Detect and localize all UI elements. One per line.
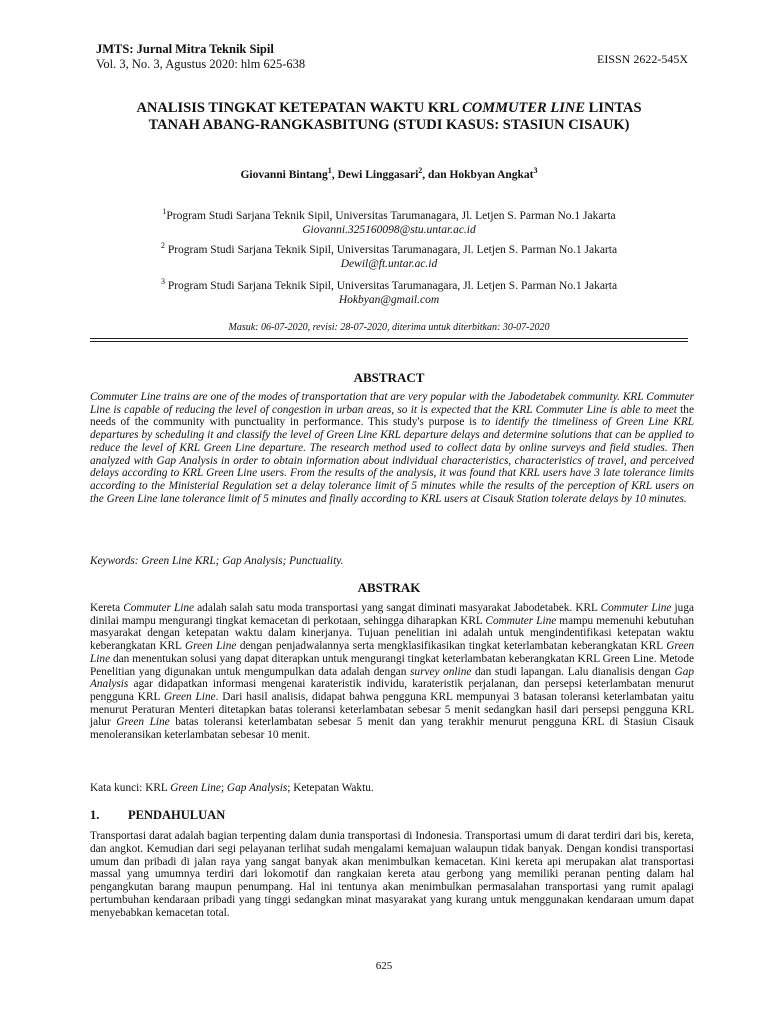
author-email: Hokbyan@gmail.com xyxy=(338,293,440,306)
section-body: Transportasi darat adalah bagian terpenting dalam dunia transportasi di Indonesia. Transportasi umum di darat terdiri dari bis, kereta, dan angkot. Kemudian dari segi pelayanan terlihat sudah mengalami kemajuan walaupun tidak banyak. Dengan kondisi transportasi umum dan pribadi di jalan raya yang sangat banyak akan menimbulkan kemacetan. Kini kereta api merupakan alat transportasi massal yang umumnya terdiri dari lokomotif dan rangkaian kereta atau gerbong yang memiliki peranan penting dalam hal pengangkutan barang maupun penumpang. Hal ini tentunya akan menimbulkan permasalahan transportasi yang rumit apalagi pertumbuhan kendaraan pribadi yang tinggi sedangkan minat masyarakat yang kurang untuk menggunakan kendaraan umum dapat menyebabkan kemacetan total. xyxy=(90,830,694,919)
abstrak-text: . Dari hasil analisis, didapat bahwa pengguna KRL mempunyai 3 batasan toleransi keterlambatan yaitu menurut Peraturan Menteri ditetapkan batas toleransi keterlambatan sebesar 5 menit sedangkan hasil dari persepsi pengguna KRL jalur xyxy=(90,690,694,729)
abstrak-body xyxy=(90,602,694,742)
abstrak-text: agar didapatkan informasi mengenai karateristik individu, karateristik perjalanan, dan persepsi keterlambatan menurut pengguna KRL xyxy=(90,678,694,703)
kata-kunci-text: Kata kunci: KRL xyxy=(90,782,171,794)
abstrak-term: Commuter Line xyxy=(600,602,672,614)
divider-rule xyxy=(90,341,688,342)
kata-kunci-term: Green Line xyxy=(170,782,221,794)
abstract-text: to identify the timeliness of Green Line KRL departures by scheduling it and classify the level of Green Line KRL departure delays and determine solutions that can be applied to reduce the level of KRL Green Line departure. The research method used to collect data by online surveys and field studies. Then analyzed with Gap Analysis in order to obtain information about individual characteristics, characteristics of travel, and perceived delays according to KRL Green Line users. From the results of the analysis, it was found that KRL users have 3 late tolerance limits according to the Ministerial Regulation set a delay tolerance limit of 5 minutes while the results of the perception of KRL users on the Green Line lane tolerance limit of 5 minutes and finally according to KRL users at Cisauk Station tolerate delays by 10 minutes. xyxy=(90,416,695,505)
affiliation xyxy=(90,239,688,271)
title-part: ANALISIS TINGKAT KETEPATAN WAKTU KRL xyxy=(136,100,459,116)
abstrak-term: Green Line xyxy=(163,690,216,703)
affiliation-sup: 2 xyxy=(160,241,165,250)
author-list: Giovanni Bintang$^1$, Dewi Linggasari$^2$, dan Hokbyan Angkat$^3$ xyxy=(240,166,538,181)
author-sup: 1 xyxy=(327,166,332,175)
abstrak-term: Green Line xyxy=(90,640,694,665)
kata-kunci xyxy=(90,782,694,794)
kata-kunci-term: Gap Analysis xyxy=(226,782,288,794)
abstrak-heading: ABSTRAK xyxy=(357,580,421,595)
section-title: PENDAHULUAN xyxy=(128,808,226,822)
abstract-heading: ABSTRACT xyxy=(353,370,425,385)
abstract-text: Commuter Line trains are one of the modes of transportation that are very popular with the Jabodetabek community. KRL Commuter Line is capable of reducing the level of congestion in urban areas, so it is expected that the KRL Commuter Line is able to meet xyxy=(90,391,694,416)
abstrak-term: survey online xyxy=(410,665,472,678)
affiliation-text: Program Studi Sarjana Teknik Sipil, Universitas Tarumanagara, Jl. Letjen S. Parman No.1 Jakarta xyxy=(166,209,616,222)
author-sup: 2 xyxy=(418,166,423,175)
affiliation xyxy=(90,275,688,307)
affiliation-text: Program Studi Sarjana Teknik Sipil, Universitas Tarumanagara, Jl. Letjen S. Parman No.1 Jakarta xyxy=(167,279,618,292)
title-part-italic: COMMUTER LINE xyxy=(462,100,585,116)
affiliation xyxy=(90,205,688,237)
affiliation-sup: 1 xyxy=(162,207,167,216)
journal-name: JMTS: Jurnal Mitra Teknik Sipil xyxy=(96,42,274,56)
title-line-2: TANAH ABANG-RANGKASBITUNG (STUDI KASUS: STASIUN CISAUK) xyxy=(148,117,630,133)
abstract-body xyxy=(90,391,694,505)
kata-kunci-text: ; Ketepatan Waktu. xyxy=(287,782,374,794)
abstrak-text: batas toleransi keterlambatan sebesar 5 menit dan yang terakhir menurut pengguna KRL di Stasiun Cisauk menoleransikan keterlambatan sebesar 10 menit. xyxy=(90,716,694,742)
page-number: 625 xyxy=(375,960,393,972)
abstrak-text: Kereta xyxy=(90,602,124,614)
submission-dates: Masuk: 06-07-2020, revisi: 28-07-2020, diterima untuk diterbitkan: 30-07-2020 xyxy=(228,322,550,333)
kata-kunci-text: ; xyxy=(220,782,227,794)
abstrak-text: juga dinilai mampu mengurangi tingkat kemacetan di perkotaan, sehingga diharapkan KRL xyxy=(90,602,694,627)
abstrak-text: mampu memenuhi kebutuhan masyarakat dengan ketepatan waktu dalam kinerjanya. Tujuan penelitian ini adalah untuk mengindentifikasi ketepatan waktu keberangkatan KRL xyxy=(90,614,694,653)
abstrak-term: Green Line xyxy=(184,640,237,653)
author-email: Giovanni.325160098@stu.untar.ac.id xyxy=(302,223,476,236)
section-heading xyxy=(90,808,225,823)
abstrak-text: dan menentukan solusi yang dapat diterapkan untuk mengurangi tingkat keterlambatan keberangkatan KRL Green Line. Metode Penelitian yang digunakan untuk mengumpulkan data adalah dengan xyxy=(90,652,694,678)
divider-rule xyxy=(90,338,688,339)
abstrak-text: dan studi lapangan. Lalu dianalisis dengan xyxy=(471,665,675,678)
abstrak-text: adalah salah satu moda transportasi yang sangat diminati masyarakat Jabodetabek. KRL xyxy=(194,602,601,614)
abstrak-term: Gap Analysis xyxy=(90,665,695,691)
author-name: Dewi Linggasari xyxy=(337,168,419,181)
abstrak-text: dengan penjadwalannya serta mengklasifikasikan tingkat keterlambatan keberangkatan KRL xyxy=(236,640,667,653)
section-number: 1. xyxy=(90,808,100,822)
abstrak-term: Commuter Line xyxy=(123,602,195,614)
journal-eissn: EISSN 2622-545X xyxy=(596,52,688,66)
author-email: Dewil@ft.untar.ac.id xyxy=(340,257,438,270)
journal-volume: Vol. 3, No. 3, Agustus 2020: hlm 625-638 xyxy=(96,57,306,71)
affiliation-sup: 3 xyxy=(160,277,165,286)
paper-title xyxy=(90,100,688,134)
keywords-en: Keywords: Green Line KRL; Gap Analysis; Punctuality. xyxy=(90,555,344,567)
author-name: dan Hokbyan Angkat xyxy=(428,168,534,181)
abstract-text-upright: the needs of the community with punctuality in performance. This study's purpose is xyxy=(90,403,694,429)
journal-header xyxy=(96,42,688,72)
abstrak-term: Commuter Line xyxy=(485,614,557,627)
author-name: Giovanni Bintang xyxy=(240,168,328,181)
title-part: LINTAS xyxy=(588,100,642,116)
affiliation-text: Program Studi Sarjana Teknik Sipil, Universitas Tarumanagara, Jl. Letjen S. Parman No.1 Jakarta xyxy=(167,243,618,256)
abstrak-term: Green Line xyxy=(116,716,170,729)
author-sup: 3 xyxy=(533,166,538,175)
